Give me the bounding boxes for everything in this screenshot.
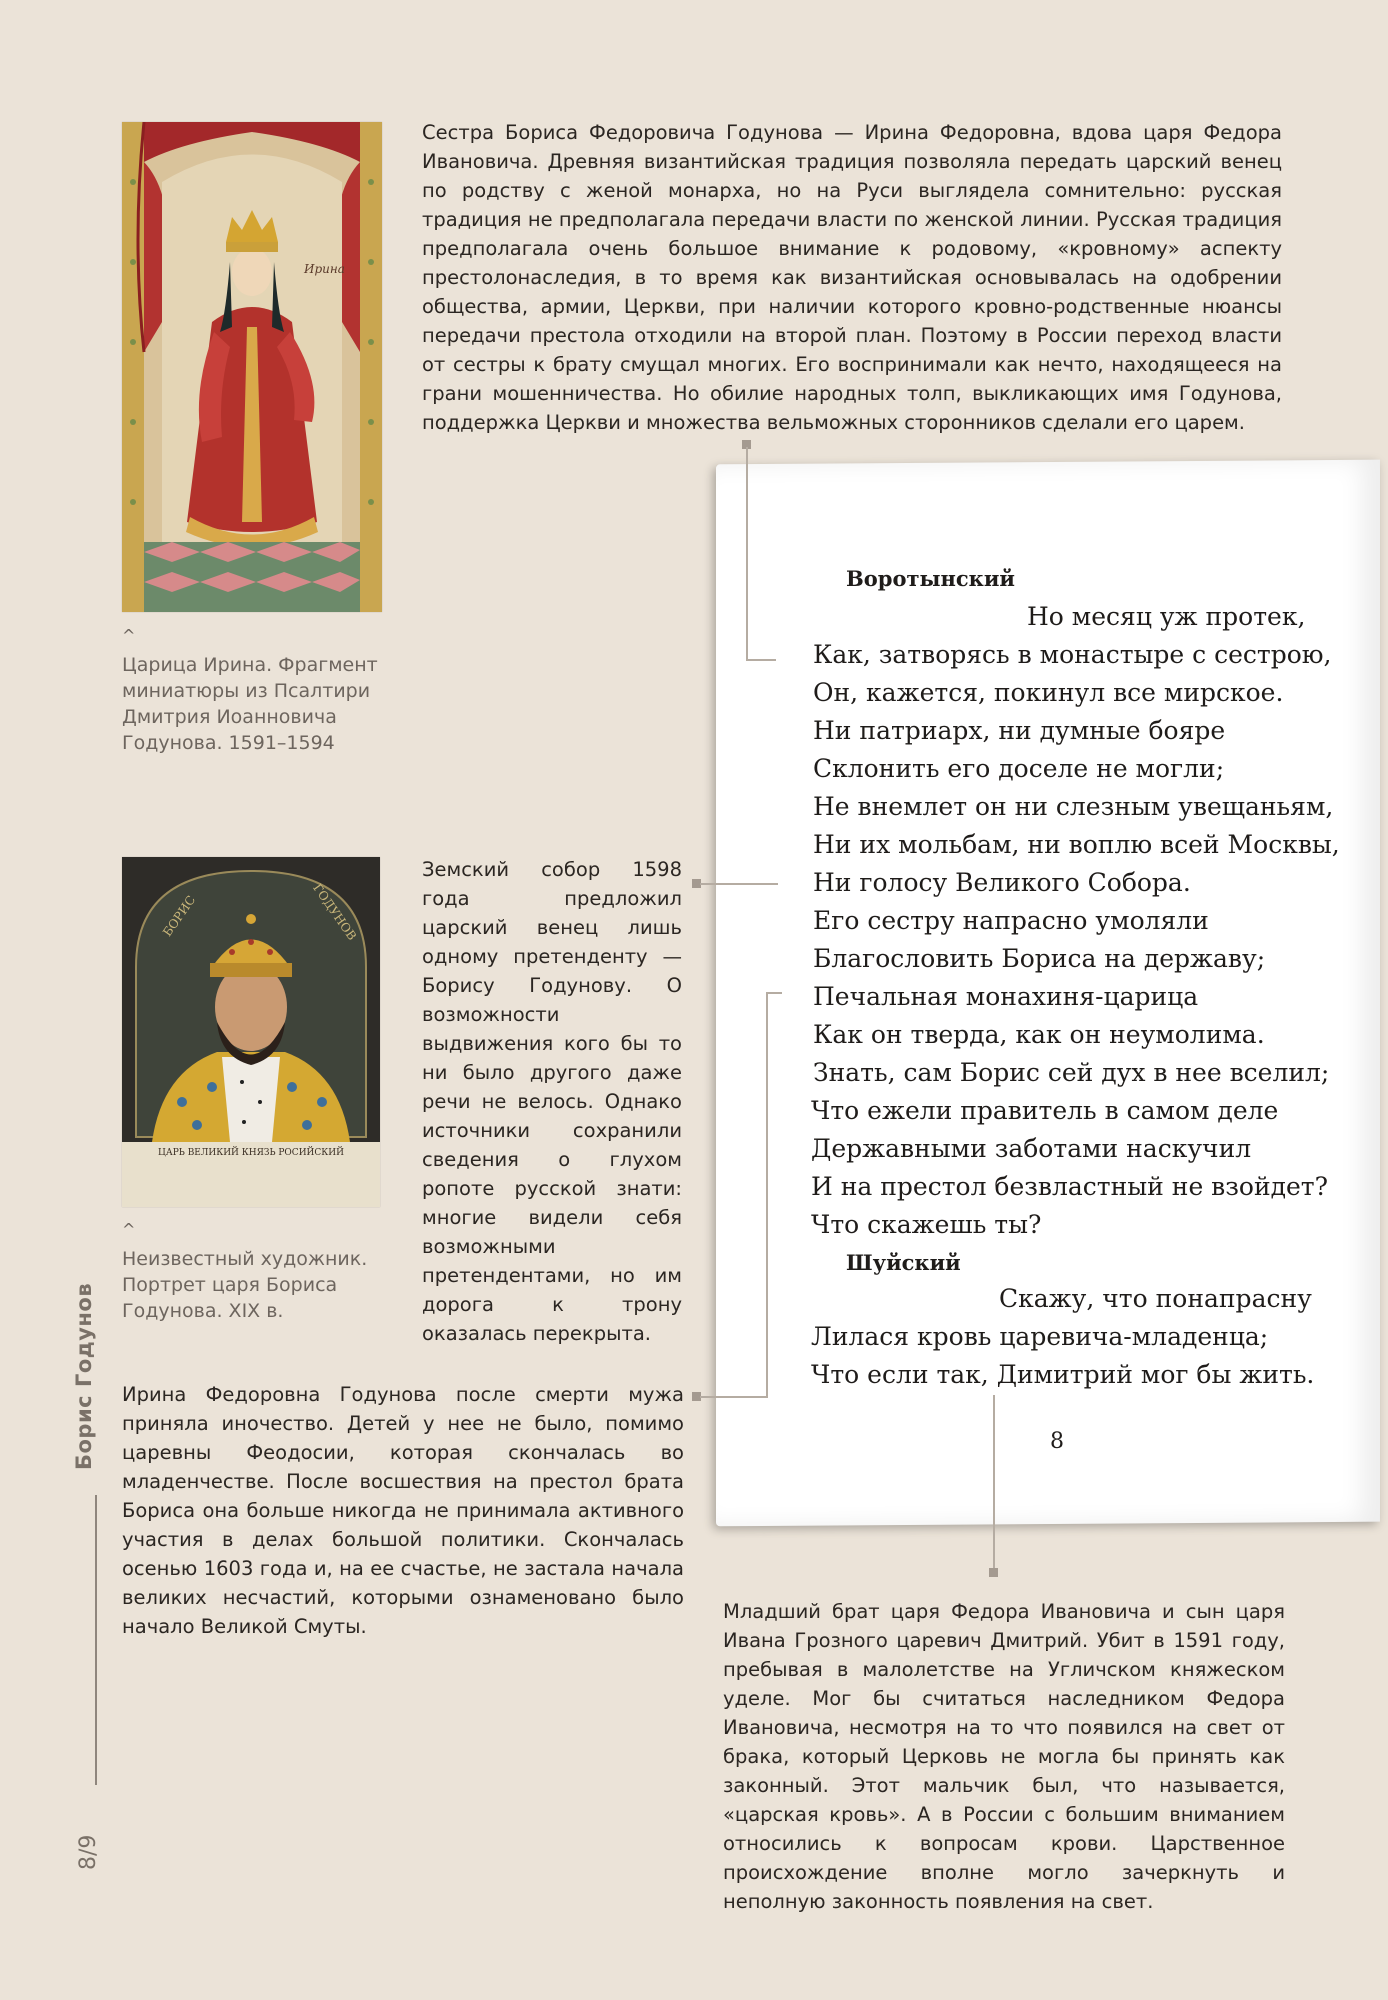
verse-line: И на престол безвластный не взойдет?: [811, 1172, 1329, 1201]
book-text: [716, 462, 1380, 1524]
speaker-shuisky: Шуйский: [846, 1250, 961, 1275]
book-page-number: 8: [1050, 1429, 1064, 1454]
verse-line: Скажу, что понапрасну: [999, 1284, 1312, 1313]
boris-portrait-image: [122, 857, 380, 1207]
connector-dmitry-vertical: [993, 1395, 995, 1570]
running-title: Борис Годунов: [72, 1282, 96, 1470]
verse-line: Что скажешь ты?: [811, 1210, 1042, 1239]
verse-line: Ни их мольбам, ни воплю всей Москвы,: [813, 830, 1340, 859]
sidebar-rule: [95, 1495, 97, 1785]
verse-line: Что ежели правитель в самом деле: [811, 1096, 1279, 1125]
page-numbers: 8/9: [76, 1834, 101, 1870]
connector-nun-horizontal: [700, 1396, 767, 1398]
verse-line: Что если так, Димитрий мог бы жить.: [811, 1360, 1315, 1389]
boris-caption-caret: ^: [122, 1220, 136, 1239]
verse-line: Благословить Бориса на державу;: [813, 944, 1266, 973]
verse-line: Как он тверда, как он неумолима.: [813, 1020, 1265, 1049]
boris-image-label-left: БОРИС: [160, 892, 199, 940]
paragraph-dmitry: Младший брат царя Федора Ивановича и сын царя Ивана Грозного царевич Дмитрий. Убит в 1591 году, пребывая в малолетстве на Угличском княжеском уделе. Мог бы считаться наследником Федора Ивановича, несмотря на то что появился на свет от брака, который Церковь не могла бы принять как законный. Этот мальчик был, что называется, «царская кровь». А в России с большим вниманием относились к вопросам крови. Царственное происхождение вполне могло зачеркнуть и неполную законность появления на свет.: [723, 1600, 1285, 1913]
connector-sobor: [700, 883, 778, 885]
verse-line: Лилася кровь царевича-младенца;: [811, 1322, 1269, 1351]
connector-dot-dmitry: [989, 1568, 998, 1577]
verse-line: Не внемлет он ни слезным увещаньям,: [813, 792, 1334, 821]
paragraph-irina-intro: Сестра Бориса Федоровича Годунова — Ирина Федоровна, вдова царя Федора Ивановича. Древняя византийская традиция позволяла передать царский венец по родству с женой монарха, но на Руси выглядела сомнительно: русская традиция не предполагала передачи власти по женской линии. Русская традиция предполагала очень большое внимание к родовому, «кровному» аспекту престолонаследия, в то время как византийская основывалась на одобрении общества, армии, Церкви, при наличии которого кровно-родственные нюансы передачи престола отходили на второй план. Поэтому в России переход власти от сестры к брату смущал многих. Его воспринимали как нечто, находящееся на грани мошенничества. Но обилие народных толп, выкликающих имя Годунова, поддержка Церкви и множества вельможных сторонников сделали его царем.: [422, 121, 1282, 434]
boris-image-label-right: ГОДУНОВ: [310, 881, 360, 943]
connector-intro-horizontal: [746, 659, 776, 661]
boris-image-inscription: ЦАРЬ ВЕЛИКИЙ КНЯЗЬ РОСИЙСКИЙ: [158, 1148, 344, 1158]
verse-line: Но месяц уж протек,: [1027, 602, 1306, 631]
irina-caption: Царица Ирина. Фрагмент миниатюры из Псалтири Дмитрия Иоанновича Годунова. 1591–1594: [122, 654, 378, 754]
verse-line: Ни голосу Великого Собора.: [813, 868, 1191, 897]
speaker-vorotynsky: Воротынский: [846, 566, 1015, 591]
verse-line: Его сестру напрасно умоляли: [813, 906, 1209, 935]
verse-line: Ни патриарх, ни думные бояре: [813, 716, 1226, 745]
connector-nun-vertical: [766, 992, 768, 1398]
verse-line: Державными заботами наскучил: [811, 1134, 1252, 1163]
irina-image-label: Ирина: [304, 262, 345, 276]
paragraph-irina-nun: Ирина Федоровна Годунова после смерти мужа приняла иночество. Детей у нее не было, помимо царевны Феодосии, которая скончалась во младенчестве. После восшествия на престол брата Бориса она больше никогда не принимала активного участия в делах большой политики. Скончалась осенью 1603 года и, на ее счастье, не застала начала великих несчастий, которыми ознаменовано было начало Великой Смуты.: [122, 1383, 684, 1638]
irina-caption-caret: ^: [122, 626, 136, 645]
verse-line: Он, кажется, покинул все мирское.: [813, 678, 1284, 707]
paragraph-zemsky-sobor: Земский собор 1598 года предложил царский венец лишь одному претенденту — Борису Годунову. О возможности выдвижения кого бы то ни было другого даже речи не велось. Однако источники сохранили сведения о глухом ропоте русской знати: многие видели себя возможными претендентами, но им дорога к трону оказалась перекрыта.: [422, 858, 682, 1345]
verse-line: Знать, сам Борис сей дух в нее вселил;: [813, 1058, 1330, 1087]
connector-intro-vertical: [746, 447, 748, 660]
boris-caption: Неизвестный художник. Портрет царя Бориса Годунова. XIX в.: [122, 1248, 368, 1322]
irina-miniature-image: [122, 122, 382, 612]
connector-nun-top: [766, 992, 782, 994]
verse-line: Печальная монахиня-царица: [813, 982, 1199, 1011]
verse-line: Как, затворясь в монастыре с сестрою,: [813, 640, 1332, 669]
verse-line: Склонить его доселе не могли;: [813, 754, 1225, 783]
